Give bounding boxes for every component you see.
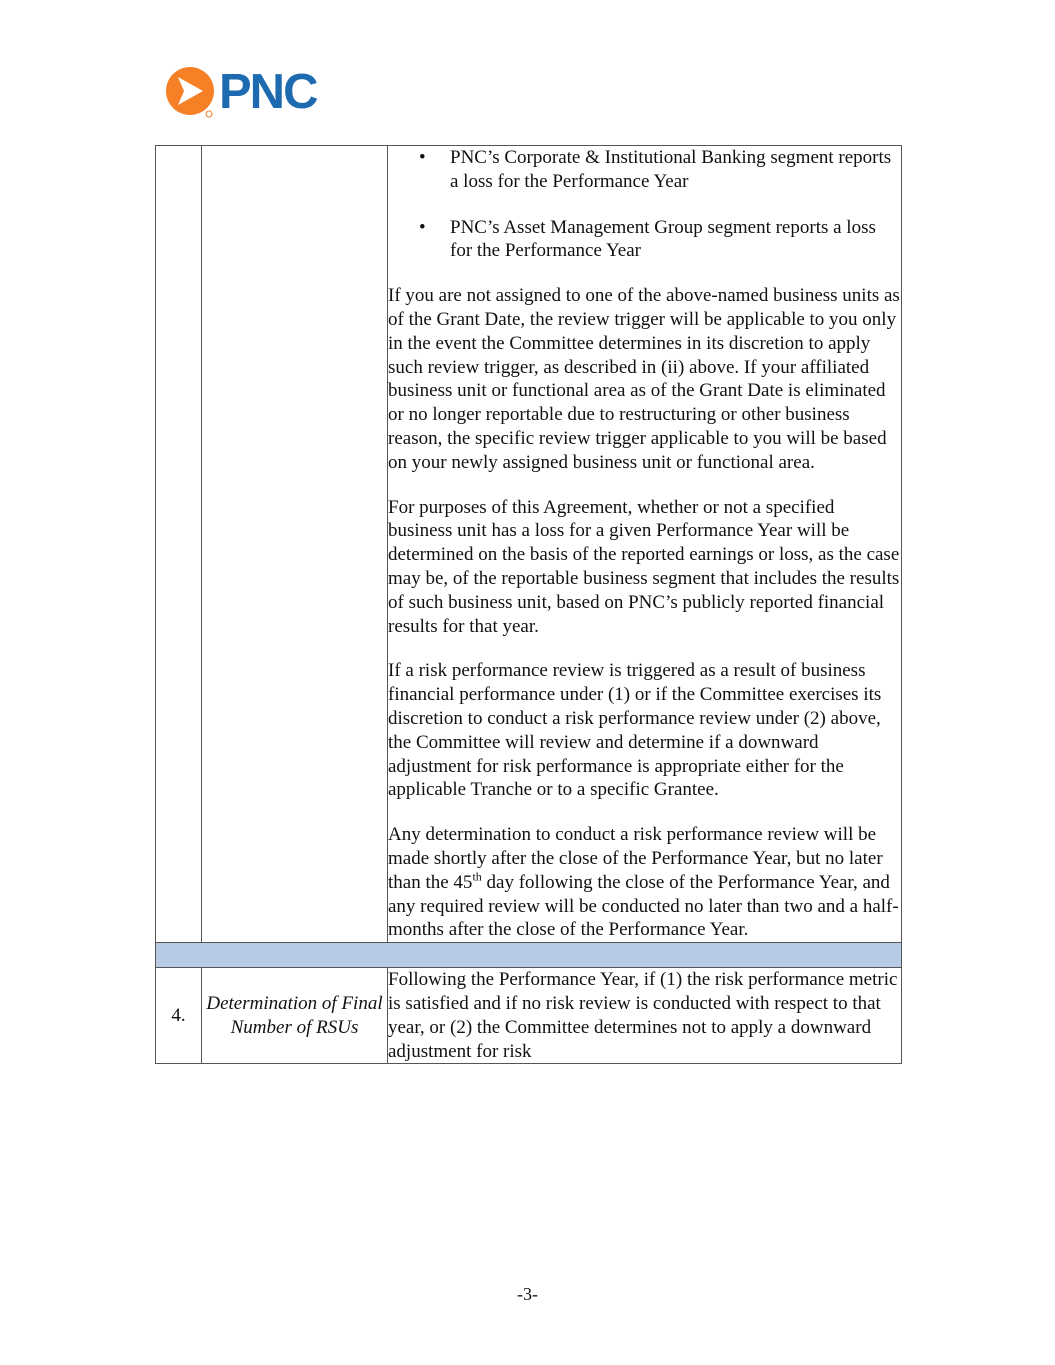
timing-text-a: Any determination to conduct a risk performance review will be made shortly after the close of the Performance Year, but no later than the 45	[388, 824, 883, 893]
number-cell	[156, 146, 202, 943]
logo-text: PNC	[219, 64, 317, 119]
pnc-logo	[165, 66, 316, 118]
agreement-table	[155, 145, 902, 1064]
table-row	[156, 968, 902, 1064]
section-text: Following the Performance Year, if (1) the risk performance metric is satisfied and if no risk review is conducted with respect to that year, or (2) the Committee determines not to apply a downward adjustment for risk	[388, 968, 902, 1064]
bullet-list	[388, 146, 901, 263]
section-divider-band	[156, 943, 902, 968]
page-number: -3-	[517, 1284, 538, 1304]
section-number: 4.	[156, 968, 202, 1064]
paragraph-loss-determination: For purposes of this Agreement, whether or not a specified business unit has a loss for a given Performance Year will be determined on the basis of the reported earnings or loss, as the case may be, of the reportable business segment that includes the results of such business unit, based on PNC’s publicly reported financial results for that year.	[388, 496, 900, 637]
heading-cell	[202, 146, 388, 943]
timing-text-b: day following the close of the Performance Year, and any required review will be conducted no later than two and a half-months after the close of the Performance Year.	[388, 871, 899, 941]
section-heading: Determination of Final Number of RSUs	[202, 968, 388, 1064]
superscript-th: th	[472, 869, 482, 884]
content-cell	[388, 146, 902, 943]
bullet-text: PNC’s Corporate & Institutional Banking segment reports a loss for the Performance Year	[450, 147, 892, 192]
list-item	[388, 146, 901, 194]
paragraph-review-timing	[388, 823, 901, 942]
paragraph-review-trigger: If a risk performance review is triggered as a result of business financial performance under (1) or if the Committee exercises its discretion to conduct a risk performance review under (2) above, the Committee will review and determine if a downward adjustment for risk performance is appropriate either for the applicable Tranche or to a specific Grantee.	[388, 660, 882, 801]
table-row	[156, 146, 902, 943]
pnc-arrow-icon	[165, 66, 215, 118]
divider-cell	[156, 943, 902, 968]
bullet-text: PNC’s Asset Management Group segment reports a loss for the Performance Year	[450, 216, 876, 262]
paragraph-business-unit: If you are not assigned to one of the above-named business units as of the Grant Date, the review trigger will be applicable to you only in the event the Committee determines in its discretion to apply such review trigger, as described in (ii) above. If your affiliated business unit or functional area as of the Grant Date is eliminated or no longer reportable due to restructuring or other business reason, the specific review trigger applicable to you will be based on your newly assigned business unit or functional area.	[388, 285, 900, 473]
bullet-icon: •	[419, 216, 426, 238]
bullet-icon: •	[419, 147, 426, 168]
list-item	[388, 216, 901, 264]
